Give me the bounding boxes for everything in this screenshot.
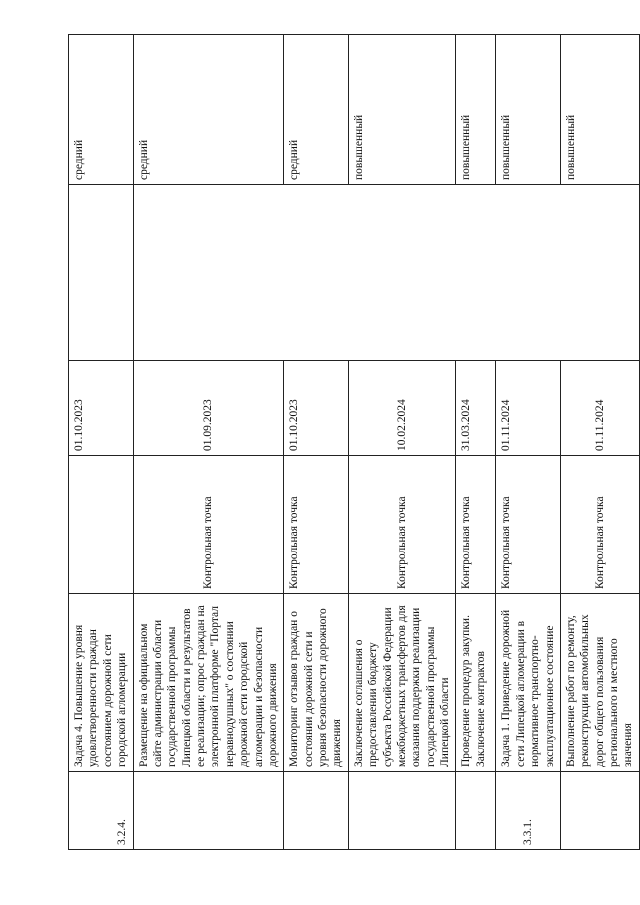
table-row (348, 35, 456, 850)
row-level: средний (69, 35, 134, 185)
row-type: Контрольная точка (348, 456, 456, 594)
row-number (284, 772, 349, 850)
table-row (284, 35, 349, 850)
row-level: повышенный (456, 35, 496, 185)
row-name: Задача 1. Приведение дорожной сети Липецкой агломерации в нормативное транспортно-эксплуатационное состояние (496, 594, 561, 772)
row-type: Контрольная точка (560, 456, 639, 594)
row-name: Мониторинг отзывов граждан о состоянии дорожной сети и уровня безопасности дорожного движения (284, 594, 349, 772)
row-date: 10.02.2024 (348, 361, 456, 456)
row-number: 3.3.1. (496, 772, 561, 850)
row-empty-cell (69, 185, 134, 361)
row-date: 31.03.2024 (456, 361, 496, 456)
row-name: Выполнение работ по ремонту, реконструкции автомобильных дорог общего пользования регионального и местного значения (560, 594, 639, 772)
row-level: повышенный (560, 35, 639, 185)
row-date: 01.11.2024 (496, 361, 561, 456)
rotated-table-container (68, 35, 635, 850)
row-type: Контрольная точка (133, 456, 284, 594)
row-type: Контрольная точка (496, 456, 561, 594)
row-number (133, 772, 284, 850)
row-type: Контрольная точка (284, 456, 349, 594)
row-date: 01.10.2023 (284, 361, 349, 456)
row-number: 3.2.4. (69, 772, 134, 850)
row-empty-cell (133, 185, 639, 361)
table-row (496, 35, 561, 850)
row-name: Заключение соглашения о предоставлении бюджету субъекта Российской Федерации межбюджетных трансфертов для оказания поддержки реализации государственной программы Липецкой области (348, 594, 456, 772)
row-number (456, 772, 496, 850)
row-name: Проведение процедур закупки. Заключение контрактов (456, 594, 496, 772)
table-row (560, 35, 639, 850)
row-date: 01.11.2024 (560, 361, 639, 456)
row-date: 01.09.2023 (133, 361, 284, 456)
row-level: средний (284, 35, 349, 185)
row-level: повышенный (496, 35, 561, 185)
row-type: Контрольная точка (456, 456, 496, 594)
row-name: Размещение на официальном сайте администрации области государственной программы Липецкой области и результатов ее реализации; опрос граждан на электронной платформе "Портал неравнодушных" о состоянии дорожной сети городской агломерации и безопасности дорожного движения (133, 594, 284, 772)
table-row (133, 35, 284, 850)
row-date: 01.10.2023 (69, 361, 134, 456)
row-number (348, 772, 456, 850)
row-level: повышенный (348, 35, 456, 185)
row-type (69, 456, 134, 594)
control-points-table (68, 34, 640, 850)
row-level: средний (133, 35, 284, 185)
table-row (69, 35, 134, 850)
table-row (456, 35, 496, 850)
row-number (560, 772, 639, 850)
row-name: Задача 4. Повышение уровня удовлетворенности граждан состоянием дорожной сети городской агломерации (69, 594, 134, 772)
